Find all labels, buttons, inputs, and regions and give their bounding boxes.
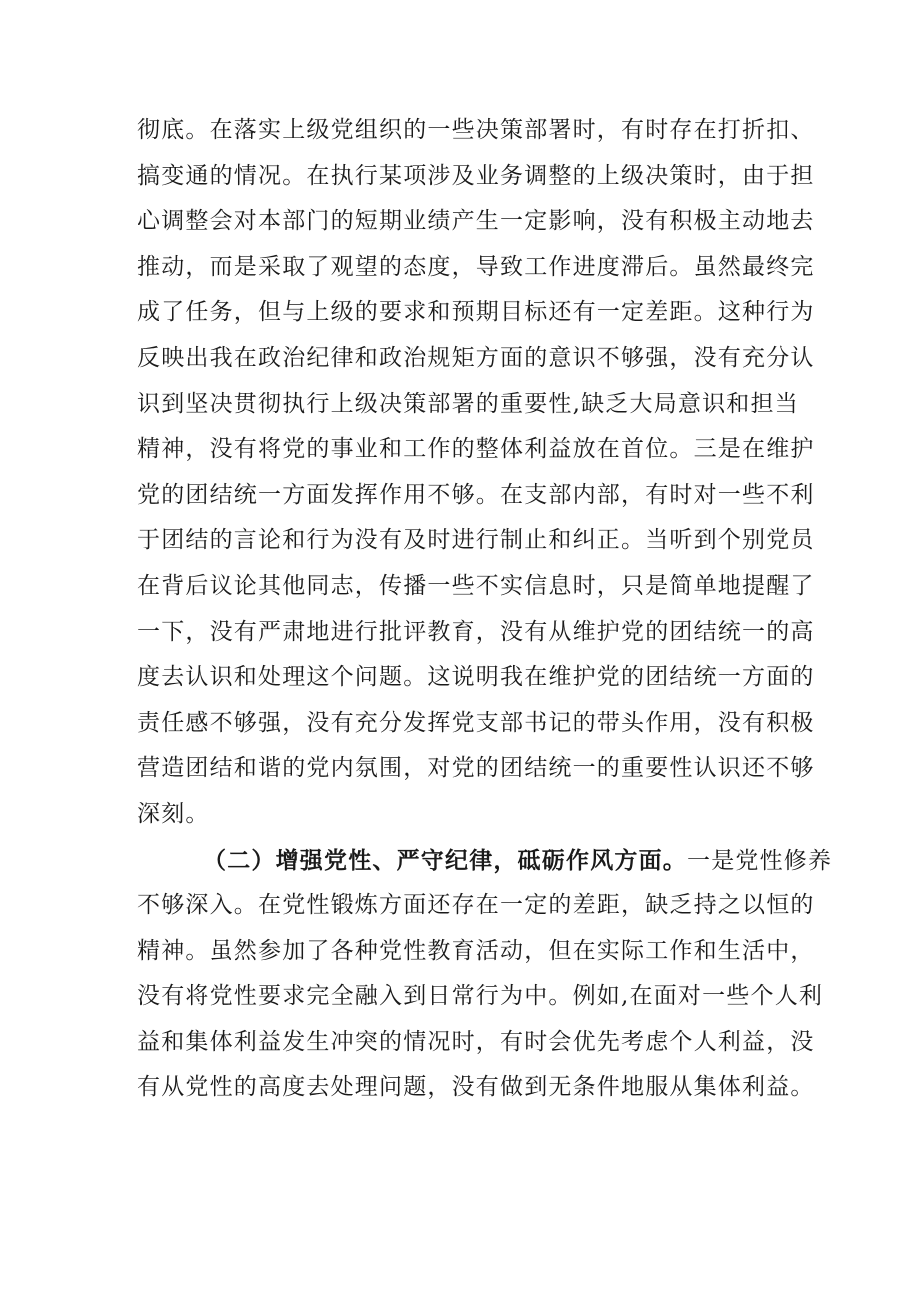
text-line: 于团结的言论和行为没有及时进行制止和纠正。当听到个别党员 xyxy=(137,527,815,554)
text-line: 度去认识和处理这个问题。这说明我在维护党的团结统一方面的 xyxy=(137,664,815,691)
text-line: 推动，而是采取了观望的态度，导致工作进度滞后。虽然最终完 xyxy=(137,253,815,280)
text-line: 没有将党性要求完全融入到日常行为中。例如,在面对一些个人利 xyxy=(137,983,824,1010)
text-line: 彻底。在落实上级党组织的一些决策部署时，有时存在打折扣、 xyxy=(137,117,815,143)
text-line: 心调整会对本部门的短期业绩产生一定影响，没有积极主动地去 xyxy=(137,208,815,235)
body-text xyxy=(137,108,833,1111)
section-heading: （二）增强党性、严守纪律，砥砺作风方面。 xyxy=(203,846,687,874)
text-line: 深刻。 xyxy=(137,800,210,827)
text-line: 益和集体利益发生冲突的情况时，有时会优先考虑个人利益，没 xyxy=(137,1028,815,1055)
text-line: 搞变通的情况。在执行某项涉及业务调整的上级决策时，由于担 xyxy=(137,162,815,189)
text-line: 营造团结和谐的党内氛围，对党的团结统一的重要性认识还不够 xyxy=(137,755,815,782)
text-line: 不够深入。在党性锻炼方面还存在一定的差距，缺乏持之以恒的 xyxy=(137,892,815,919)
text-run: 一是党性修养 xyxy=(687,847,833,874)
text-line: 成了任务，但与上级的要求和预期目标还有一定差距。这种行为 xyxy=(137,299,815,326)
text-line: 党的团结统一方面发挥作用不够。在支部内部，有时对一些不利 xyxy=(137,481,815,508)
text-line: 有从党性的高度去处理问题，没有做到无条件地服从集体利益。 xyxy=(137,1074,815,1101)
text-line: 精神。虽然参加了各种党性教育活动，但在实际工作和生活中， xyxy=(137,937,815,964)
section-heading-line xyxy=(137,838,833,884)
text-line: 责任感不够强，没有充分发挥党支部书记的带头作用，没有积极 xyxy=(137,709,815,736)
text-line: 精神，没有将党的事业和工作的整体利益放在首位。三是在维护 xyxy=(137,436,815,463)
text-line: 在背后议论其他同志，传播一些不实信息时，只是简单地提醒了 xyxy=(137,572,815,599)
text-line: 一下，没有严肃地进行批评教育，没有从维护党的团结统一的高 xyxy=(137,618,815,645)
text-line: 识到坚决贯彻执行上级决策部署的重要性,缺乏大局意识和担当 xyxy=(137,390,799,417)
text-line: 反映出我在政治纪律和政治规矩方面的意识不够强，没有充分认 xyxy=(137,344,815,371)
